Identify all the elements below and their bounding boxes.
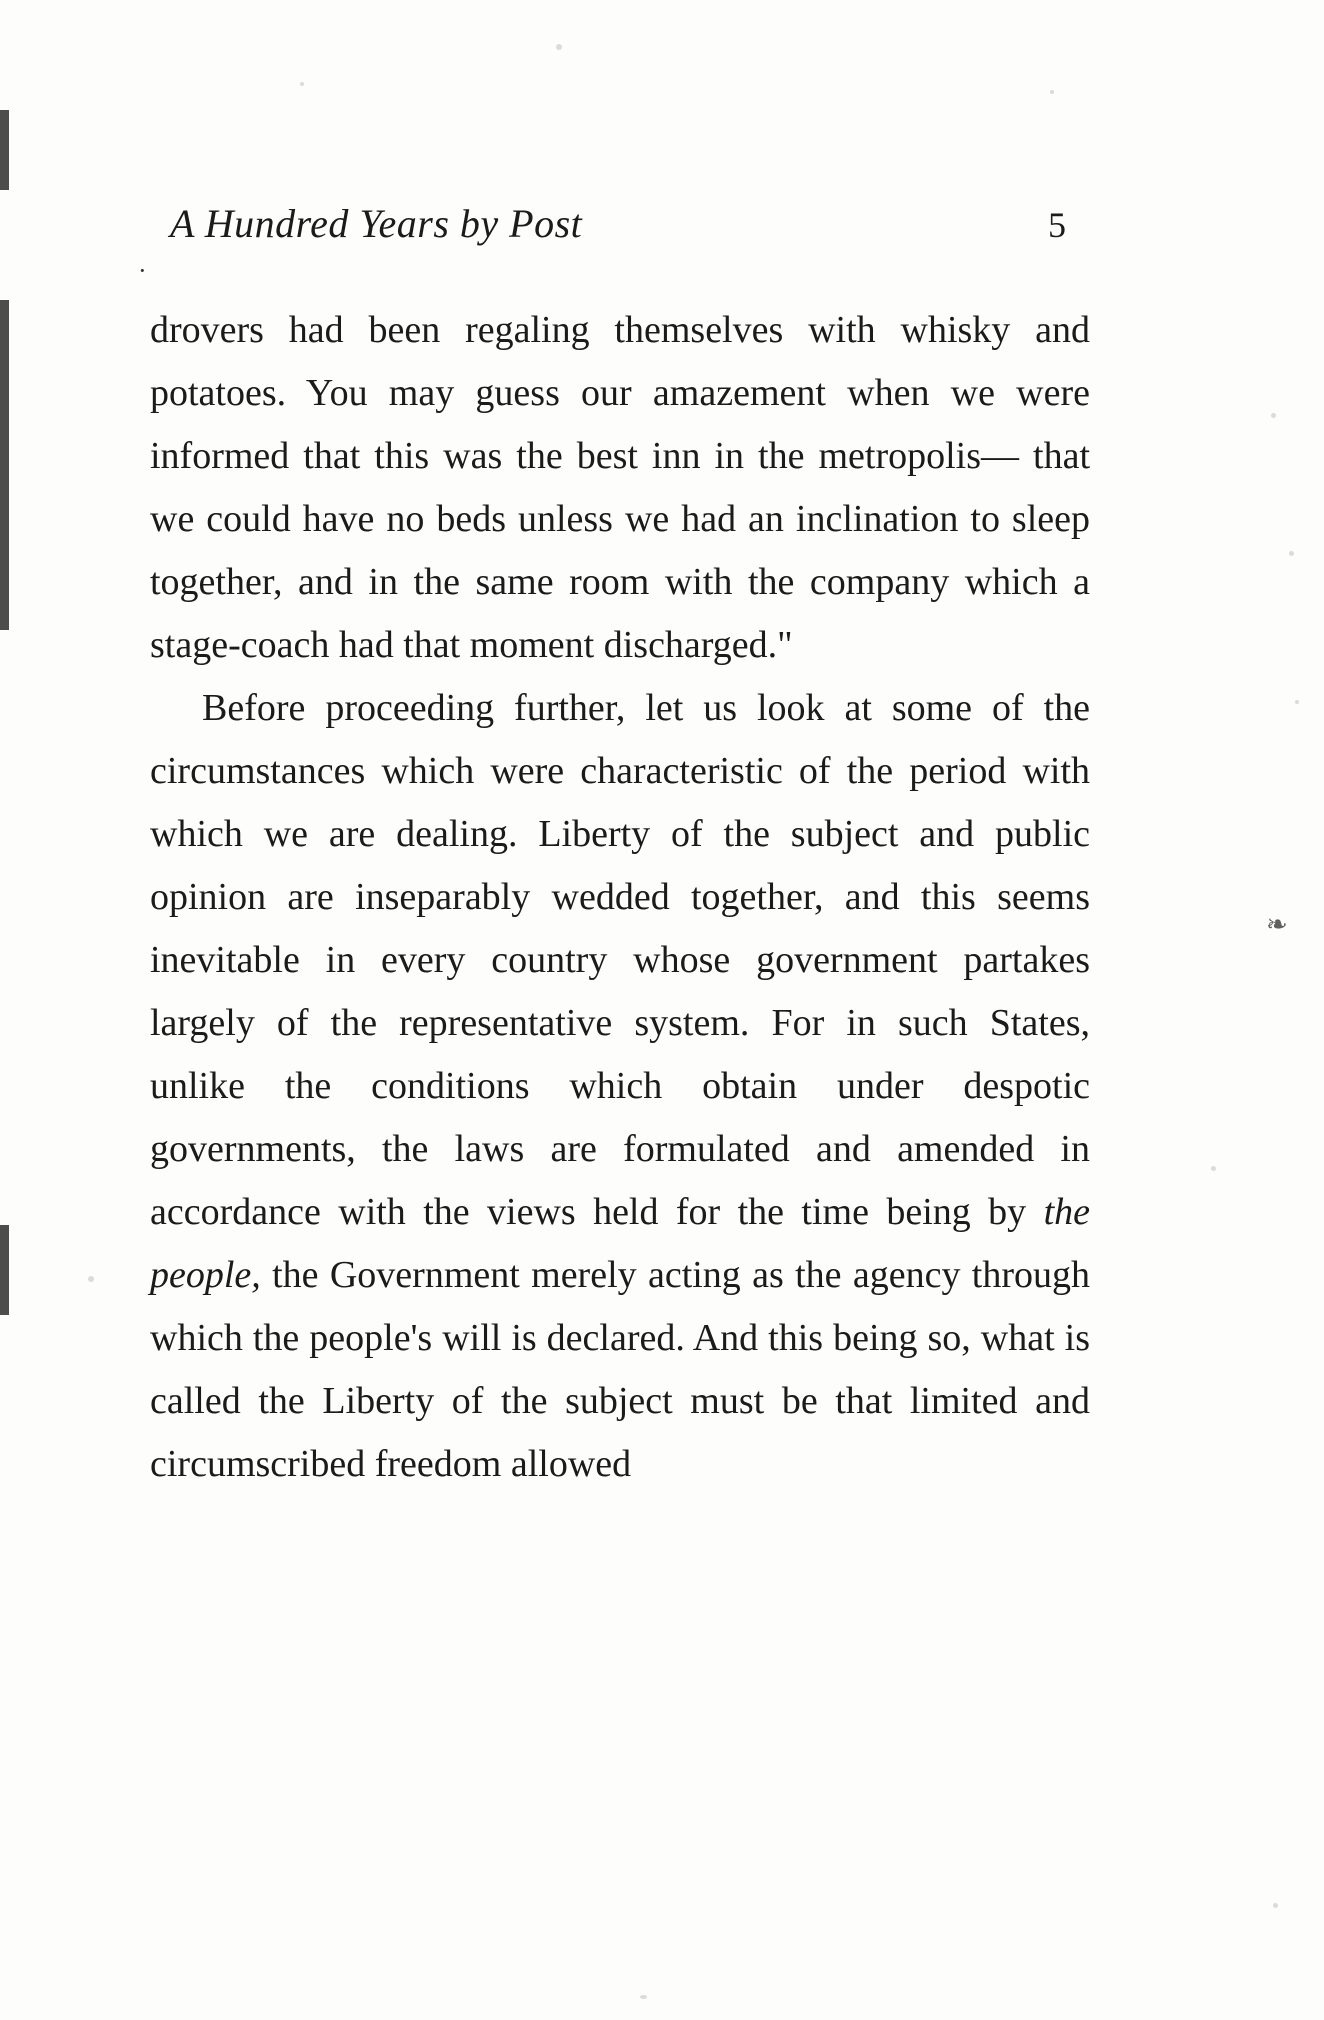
page-edge-mark [0, 300, 9, 630]
paragraph-continued: drovers had been regaling themselves with whisky and potatoes. You may guess our amazement when we were informed that this was the best inn in the metropolis— that we could have no beds unless we had an inclination to sleep together, and in the same room with the company which a stage-coach had that moment discharged." [150, 309, 1090, 666]
scan-speckle [88, 1276, 94, 1282]
scan-speckle [556, 44, 562, 50]
ink-fleck: ❧ [1266, 910, 1288, 939]
paragraph-before-proceeding [150, 677, 1090, 1496]
scan-speckle [1273, 1903, 1278, 1908]
scan-speckle [1289, 551, 1294, 556]
leading-tick-mark: · [138, 256, 147, 285]
page-edge-mark [0, 110, 9, 190]
page-header [150, 200, 1090, 247]
scan-speckle [1050, 90, 1054, 94]
scan-speckle [640, 1995, 647, 1999]
scan-speckle [1271, 413, 1276, 418]
text-run: Before proceeding further, let us look at some of the circumstances which were characteristic of the period with which we are dealing. Liberty of the subject and public opinion are inseparably wedded together, and this seems inevitable in every country whose government partakes largely of the representative system. For in such States, unlike the conditions which obtain under despotic governments, the laws are formulated and amended in accordance with the views held for the time being by [150, 687, 1090, 1233]
text-run: the Government merely acting as the agency through which the people's will is declared. And this being so, what is called the Liberty of the subject must be that limited and circumscribed freedom allowed [150, 1254, 1090, 1485]
running-title: A Hundred Years by Post [170, 201, 583, 246]
scan-speckle [300, 82, 304, 86]
page-content [150, 200, 1090, 1496]
scan-speckle [1211, 1166, 1216, 1171]
page-number: 5 [1048, 205, 1066, 245]
page-edge-mark [0, 1225, 9, 1315]
scan-speckle [1295, 700, 1299, 704]
text-run-italic: the people, [150, 1191, 1090, 1296]
